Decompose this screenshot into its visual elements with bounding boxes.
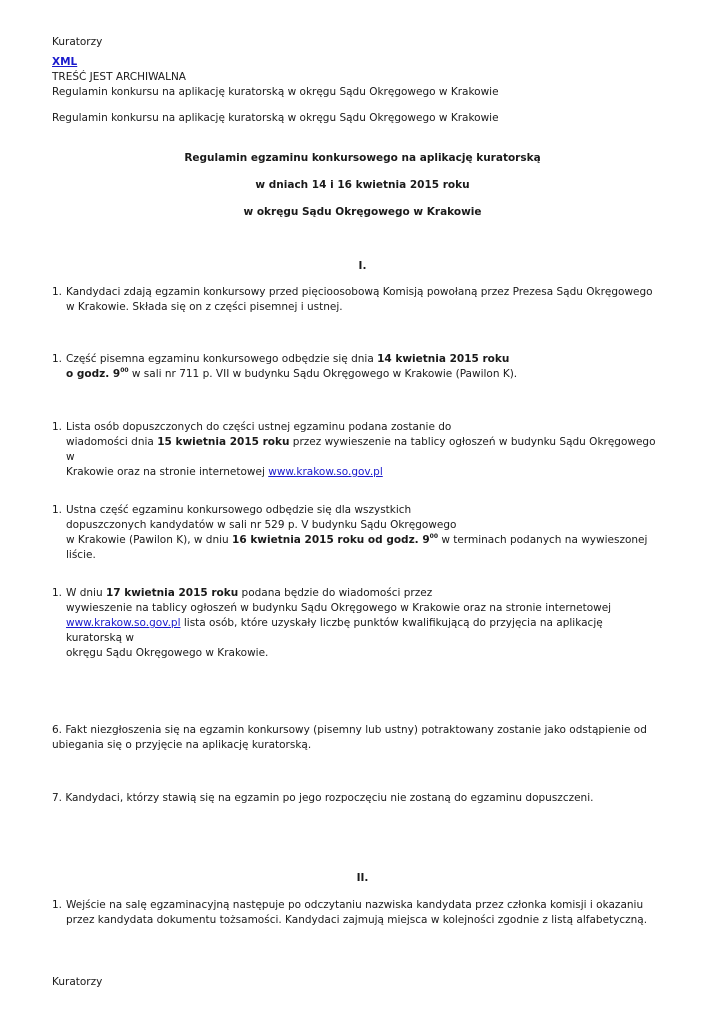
exam-date: 14 kwietnia 2015 roku — [377, 353, 510, 365]
item-text: Krakowie oraz na stronie internetowej — [66, 466, 269, 478]
item-number: 1. — [52, 899, 63, 911]
list-item — [52, 285, 662, 315]
document-title: Regulamin konkursu na aplikację kuratorską w okręgu Sądu Okręgowego w Krakowie — [52, 112, 499, 124]
list-item — [52, 586, 662, 661]
paragraph-6: 6. Fakt niezgłoszenia się na egzamin konkursowy (pisemny lub ustny) potraktowany zostanie jako odstąpienie od ubiegania się o przyjęcie na aplikację kuratorską. — [52, 724, 647, 751]
item-number: 1. — [52, 353, 63, 365]
item-number: 1. — [52, 587, 63, 599]
court-website-link[interactable]: www.krakow.so.gov.pl — [66, 617, 181, 629]
item-text: Wejście na salę egzaminacyjną następuje po odczytaniu nazwiska kandydata przez członka komisji i okazaniu przez kandydata dokumentu tożsamości. Kandydaci zajmują miejsca w kolejności zgodnie z listą alfabetyczną. — [66, 899, 648, 926]
heading-court: w okręgu Sądu Okręgowego w Krakowie — [243, 206, 482, 218]
item-text: w sali nr 711 p. VII w budynku Sądu Okręgowego w Krakowie (Pawilon K). — [128, 368, 518, 380]
exam-time-minutes: 00 — [120, 367, 129, 374]
section-heading-2: II. — [356, 872, 369, 884]
item-text: lista osób, które uzyskały liczbę punktów kwalifikującą do przyjęcia na aplikację kuratorską w — [66, 617, 603, 644]
results-date: 17 kwietnia 2015 roku — [105, 587, 239, 599]
list-item — [52, 898, 662, 928]
item-text: Kandydaci zdają egzamin konkursowy przed pięcioosobową Komisją powołaną przez Prezesa Sądu Okręgowego w Krakowie. Składa się on z części pisemnej i ustnej. — [66, 286, 653, 313]
item-text: dopuszczonych kandydatów w sali nr 529 p. V budynku Sądu Okręgowego — [66, 519, 457, 531]
item-text: w Krakowie (Pawilon K), w dniu — [66, 534, 233, 546]
item-text: w terminach podanych na wywieszonej liście. — [66, 534, 648, 561]
item-text: Ustna część egzaminu konkursowego odbędzie się dla wszystkich — [66, 504, 412, 516]
archive-notice: TREŚĆ JEST ARCHIWALNA — [52, 71, 186, 83]
item-number: 1. — [52, 421, 63, 433]
breadcrumb-kuratorzy: Kuratorzy — [52, 36, 103, 48]
item-text: wywieszenie na tablicy ogłoszeń w budynku Sądu Okręgowego w Krakowie oraz na stronie internetowej — [66, 602, 612, 614]
item-text: W dniu — [66, 587, 106, 599]
page-title: Regulamin konkursu na aplikację kuratorską w okręgu Sądu Okręgowego w Krakowie — [52, 86, 499, 98]
item-text: wiadomości dnia — [66, 436, 158, 448]
exam-time: o godz. 9 — [66, 368, 121, 380]
oral-exam-time-minutes: 00 — [429, 533, 438, 540]
paragraph-7: 7. Kandydaci, którzy stawią się na egzamin po jego rozpoczęciu nie zostaną do egzaminu dopuszczeni. — [52, 792, 594, 804]
court-website-link[interactable]: www.krakow.so.gov.pl — [268, 466, 383, 478]
item-text: okręgu Sądu Okręgowego w Krakowie. — [66, 647, 269, 659]
section-heading-1: I. — [358, 260, 367, 272]
footer-kuratorzy: Kuratorzy — [52, 976, 103, 988]
heading-regulamin: Regulamin egzaminu konkursowego na aplikację kuratorską — [184, 152, 541, 164]
item-text: Część pisemna egzaminu konkursowego odbędzie się dnia — [66, 353, 378, 365]
item-text: podana będzie do wiadomości przez — [238, 587, 433, 599]
item-number: 1. — [52, 286, 63, 298]
heading-dates: w dniach 14 i 16 kwietnia 2015 roku — [255, 179, 470, 191]
list-date: 15 kwietnia 2015 roku — [157, 436, 290, 448]
xml-link[interactable]: XML — [52, 56, 78, 68]
item-text: Lista osób dopuszczonych do części ustnej egzaminu podana zostanie do — [66, 421, 452, 433]
list-item — [52, 503, 662, 563]
list-item — [52, 352, 662, 382]
list-item — [52, 420, 662, 480]
oral-exam-date: 16 kwietnia 2015 roku od godz. 9 — [232, 534, 430, 546]
item-number: 1. — [52, 504, 63, 516]
item-text: przez wywieszenie na tablicy ogłoszeń w budynku Sądu Okręgowego w — [66, 436, 656, 463]
